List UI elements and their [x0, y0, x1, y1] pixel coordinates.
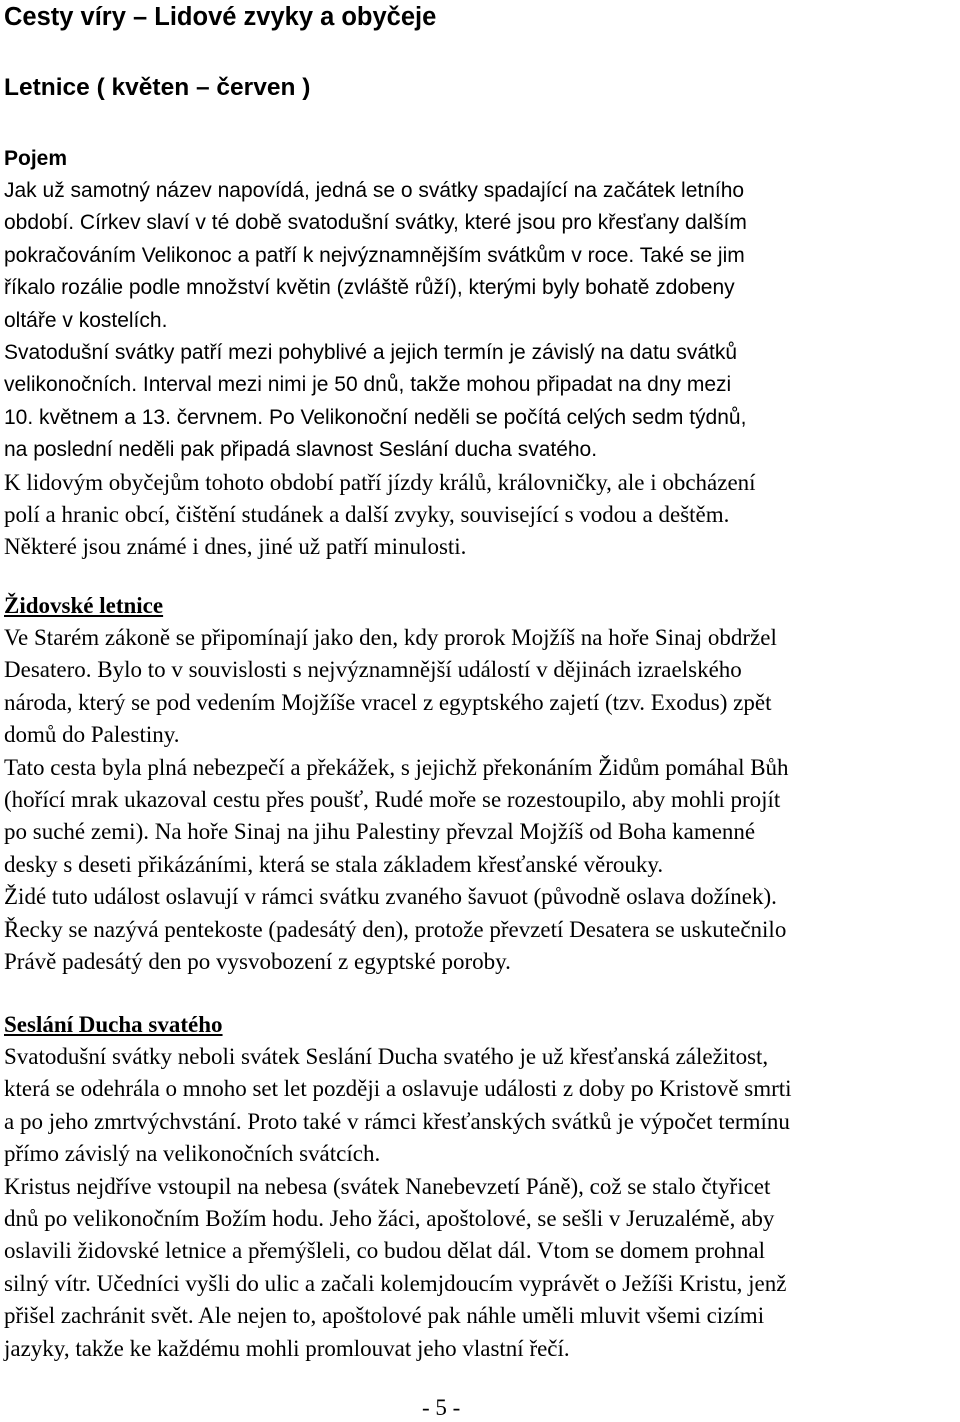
text-line: polí a hranic obcí, čištění studánek a další zvyky, související s vodou a deštěm. [4, 502, 730, 528]
text-line: domů do Palestiny. [4, 722, 180, 748]
text-line: Právě padesátý den po vysvobození z egyptské poroby. [4, 949, 511, 975]
text-line: K lidovým obyčejům tohoto období patří jízdy králů, královničky, ale i obcházení [4, 469, 756, 495]
text-line: Některé jsou známé i dnes, jiné už patří minulosti. [4, 534, 467, 560]
text-line: Židé tuto událost oslavují v rámci svátku zvaného šavuot (původně oslava dožínek). [4, 884, 777, 910]
text-line: která se odehrála o mnoho set let později a oslavuje události z doby po Kristově smrti [4, 1076, 792, 1102]
text-line: silný vítr. Učedníci vyšli do ulic a začali kolemjdoucím vyprávět o Ježíši Kristu, jenž [4, 1270, 787, 1296]
text-line: oltáře v kostelích. [4, 308, 168, 332]
section-paragraph [4, 1041, 954, 1365]
text-line: Desatero. Bylo to v souvislosti s nejvýznamnější událostí v dějinách izraelského [4, 657, 742, 683]
text-line: říkalo rozálie podle množství květin (zvláště růží), kterými byly bohatě zdobeny [4, 276, 735, 300]
text-line: jazyky, takže ke každému mohli promlouvat jeho vlastní řečí. [4, 1335, 570, 1361]
text-line: (hořící mrak ukazoval cestu přes poušť, Rudé moře se rozestoupilo, aby mohli projít [4, 787, 781, 813]
text-line: Svatodušní svátky neboli svátek Seslání Ducha svatého je už křesťanská záležitost, [4, 1044, 769, 1069]
text-line: a po jeho zmrtvýchvstání. Proto také v rámci křesťanských svátků je výpočet termínu [4, 1108, 790, 1134]
section-pojem [4, 142, 954, 564]
text-line: oslavili židovské letnice a přemýšleli, co budou dělat dál. Vtom se domem prohnal [4, 1238, 765, 1264]
text-line: přímo závislý na velikonočních svátcích. [4, 1141, 381, 1167]
section-heading: Pojem [4, 147, 68, 170]
section-zidovske-letnice [4, 590, 954, 978]
text-line: dnů po velikonočním Božím hodu. Jeho žáci, apoštolové, se sešli v Jeruzalémě, aby [4, 1206, 775, 1232]
section-paragraph [4, 467, 954, 564]
text-line: desky s deseti přikázáními, která se stala základem křesťanské věrouky. [4, 851, 664, 877]
section-heading: Seslání Ducha svatého [4, 1012, 223, 1037]
text-line: období. Církev slaví v té době svatodušní svátky, které jsou pro křesťany dalším [4, 211, 747, 235]
text-line: velikonočních. Interval mezi nimi je 50 dnů, takže mohou připadat na dny mezi [4, 373, 732, 397]
document-subtitle: Letnice ( květen – červen ) [4, 74, 311, 101]
text-line: Řecky se nazývá pentekoste (padesátý den), protože převzetí Desatera se uskutečnilo [4, 916, 787, 942]
text-line: Kristus nejdříve vstoupil na nebesa (svátek Nanebevzetí Páně), což se stalo čtyřicet [4, 1173, 771, 1199]
text-line: po suché zemi). Na hoře Sinaj na jihu Palestiny převzal Mojžíš od Boha kamenné [4, 819, 756, 845]
text-line: pokračováním Velikonoc a patří k nejvýznamnějším svátkům v roce. Také se jim [4, 243, 745, 267]
section-heading: Židovské letnice [4, 593, 164, 618]
section-paragraph [4, 622, 954, 978]
text-line: přišel zachránit svět. Ale nejen to, apoštolové pak náhle uměli mluvit všemi cizími [4, 1303, 765, 1329]
text-line: Svatodušní svátky patří mezi pohyblivé a jejich termín je závislý na datu svátků [4, 341, 738, 365]
text-line: 10. květnem a 13. červnem. Po Velikonoční neděli se počítá celých sedm týdnů, [4, 405, 747, 429]
section-paragraph [4, 175, 954, 467]
text-line: Jak už samotný název napovídá, jedná se o svátky spadající na začátek letního [4, 179, 745, 202]
text-line: národa, který se pod vedením Mojžíše vracel z egyptského zajetí (tzv. Exodus) zpět [4, 689, 772, 715]
document-title: Cesty víry – Lidové zvyky a obyčeje [4, 3, 437, 31]
text-line: na poslední neděli pak připadá slavnost Seslání ducha svatého. [4, 438, 598, 462]
section-seslani-ducha-svateho [4, 1009, 954, 1365]
text-line: Ve Starém zákoně se připomínají jako den, kdy prorok Mojžíš na hoře Sinaj obdržel [4, 625, 777, 650]
page-number: - 5 - [422, 1395, 461, 1420]
text-line: Tato cesta byla plná nebezpečí a překážek, s jejichž překonáním Židům pomáhal Bůh [4, 754, 789, 780]
